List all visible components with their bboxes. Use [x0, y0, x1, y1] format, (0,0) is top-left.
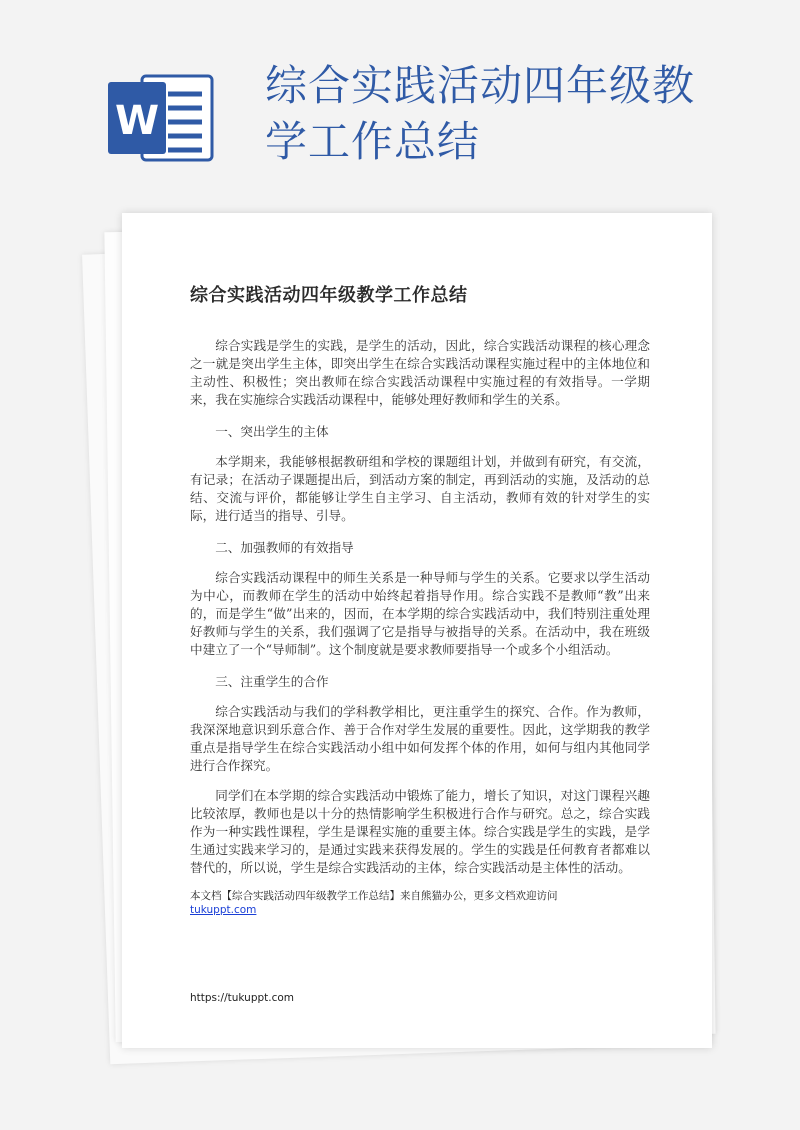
paragraph: 本学期来，我能够根据教研组和学校的课题组计划，并做到有研究，有交流，有记录；在活动子课题提出后，到活动方案的制定，再到活动的实施，及活动的总结、交流与评价，都能够让学生自主学习、自主活动，教师有效的针对学生的实际，进行适当的指导、引导。	[190, 454, 650, 523]
section-heading: 二、加强教师的有效指导	[215, 540, 354, 555]
document-footer	[190, 889, 650, 917]
document-page	[122, 213, 712, 1048]
paragraph: 综合实践活动课程中的师生关系是一种导师与学生的关系。它要求以学生活动为中心，而教师在学生的活动中始终起着指导作用。综合实践不是教师“教”出来的，而是学生“做”出来的，因而，在本学期的综合实践活动中，我们特别注重处理好教师与学生的关系，我们强调了它是指导与被指导的关系。在活动中，我在班级中建立了一个“导师制”。这个制度就是要求教师要指导一个或多个小组活动。	[190, 570, 650, 657]
paragraph: 综合实践是学生的实践，是学生的活动，因此，综合实践活动课程的核心理念之一就是突出学生主体，即突出学生在综合实践活动课程实施过程中的主体地位和主动性、积极性；突出教师在综合实践活动课程中实施过程的有效指导。一学期来，我在实施综合实践活动课程中，能够处理好教师和学生的关系。	[190, 338, 650, 407]
word-logo-icon	[108, 72, 216, 164]
document-content	[190, 281, 650, 917]
document-title: 综合实践活动四年级教学工作总结	[190, 285, 468, 306]
logo-letter: W	[114, 98, 160, 144]
page-title: 综合实践活动四年级教学工作总结	[265, 61, 696, 166]
paragraph: 综合实践活动与我们的学科教学相比，更注重学生的探究、合作。作为教师，我深深地意识到乐意合作、善于合作对学生发展的重要性。因此，这学期我的教学重点是指导学生在综合实践活动小组中如何发挥个体的作用，如何与组内其他同学进行合作探究。	[190, 704, 650, 773]
footer-link[interactable]: tukuppt.com	[190, 904, 257, 916]
section-heading: 一、突出学生的主体	[215, 424, 329, 439]
paragraph: 同学们在本学期的综合实践活动中锻炼了能力，增长了知识，对这门课程兴趣比较浓厚，教师也是以十分的热情影响学生积极进行合作与研究。总之，综合实践作为一种实践性课程，学生是课程实施的重要主体。综合实践是学生的实践，是学生通过实践来学习的，是通过实践来获得发展的。学生的实践是任何教育者都难以替代的，所以说，学生是综合实践活动的主体，综合实践活动是主体性的活动。	[190, 788, 650, 875]
bottom-url[interactable]: https://tukuppt.com	[190, 992, 295, 1004]
section-heading: 三、注重学生的合作	[215, 674, 329, 689]
footer-text: 本文档【综合实践活动四年级教学工作总结】来自熊猫办公，更多文档欢迎访问	[190, 890, 558, 902]
